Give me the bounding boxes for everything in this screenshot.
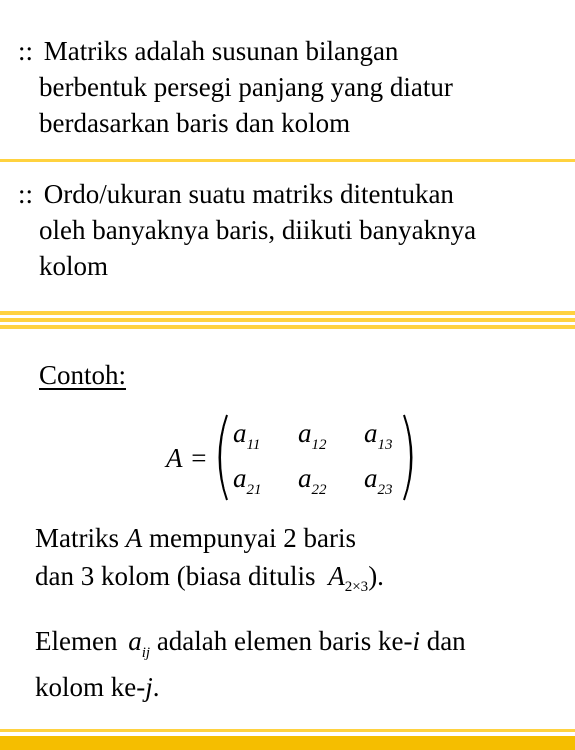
bullet-text: kolom: [39, 251, 109, 281]
order-subscript: 2×3: [344, 579, 369, 595]
bullet-marker: ::: [18, 179, 34, 209]
equals-sign: =: [191, 443, 207, 473]
matrix-cell: [233, 463, 262, 498]
index-j: j: [145, 672, 153, 702]
text-fragment: mempunyai 2 baris: [142, 523, 356, 553]
matrix-cell: [298, 418, 327, 453]
divider-band-bottom: [0, 325, 575, 329]
element-description-line2: [35, 670, 160, 704]
matrix-symbol: A: [166, 443, 183, 473]
cell-base: a: [298, 418, 312, 448]
matrix-symbol: A: [125, 523, 143, 553]
bullet-text: berbentuk persegi panjang yang diatur: [39, 72, 453, 102]
bullet-line: [18, 248, 476, 284]
text-fragment: Matriks: [35, 523, 126, 553]
matrix-cell: [364, 418, 393, 453]
example-heading: Contoh:: [39, 360, 127, 390]
footer-band: [0, 736, 575, 750]
divider-band-top: [0, 311, 575, 315]
cell-sub: 21: [246, 482, 262, 498]
matrix-cell: [298, 463, 327, 498]
cell-base: a: [233, 463, 247, 493]
bullet-line: [18, 69, 453, 105]
matrix-description-line2: [35, 559, 384, 598]
bullet-line: [18, 212, 476, 248]
bullet-text: oleh banyaknya baris, diikuti banyaknya: [39, 215, 477, 245]
bullet-text: berdasarkan baris dan kolom: [39, 108, 351, 138]
text-fragment: adalah elemen baris ke-: [150, 626, 413, 656]
right-paren-icon: [404, 415, 412, 500]
text-fragment: Elemen: [35, 626, 125, 656]
cell-base: a: [298, 463, 312, 493]
bullet-definition: [18, 33, 453, 141]
matrix-description-line1: [35, 521, 356, 555]
bullet-line: [18, 33, 453, 69]
text-fragment: ).: [368, 561, 384, 591]
index-i: i: [412, 626, 420, 656]
element-subscript: ij: [141, 645, 151, 661]
bullet-line: [18, 176, 476, 212]
element-symbol: a: [128, 626, 142, 656]
footer-band-thin: [0, 729, 575, 732]
left-paren-icon: [220, 415, 228, 500]
text-fragment: .: [152, 672, 160, 702]
matrix-cell: [233, 418, 261, 453]
text-fragment: kolom ke-: [35, 672, 146, 702]
cell-sub: 12: [311, 437, 327, 453]
matrix-name: [166, 443, 206, 474]
divider-thin: [0, 159, 575, 162]
bullet-text: Matriks adalah susunan bilangan: [43, 36, 399, 66]
matrix-cell: [364, 463, 393, 498]
text-fragment: dan: [419, 626, 466, 656]
divider-band-mid: [0, 318, 575, 322]
element-description-line1: [35, 624, 466, 663]
cell-sub: 23: [377, 482, 393, 498]
bullet-line: [18, 105, 453, 141]
bullet-marker: ::: [18, 36, 34, 66]
cell-base: a: [364, 418, 378, 448]
cell-sub: 22: [311, 482, 327, 498]
cell-sub: 13: [377, 437, 393, 453]
cell-sub: 11: [246, 437, 261, 453]
matrix-symbol: A: [328, 561, 345, 591]
text-fragment: dan 3 kolom (biasa ditulis: [35, 561, 323, 591]
bullet-text: Ordo/ukuran suatu matriks ditentukan: [43, 179, 454, 209]
bullet-order: [18, 176, 476, 284]
cell-base: a: [364, 463, 378, 493]
cell-base: a: [233, 418, 247, 448]
